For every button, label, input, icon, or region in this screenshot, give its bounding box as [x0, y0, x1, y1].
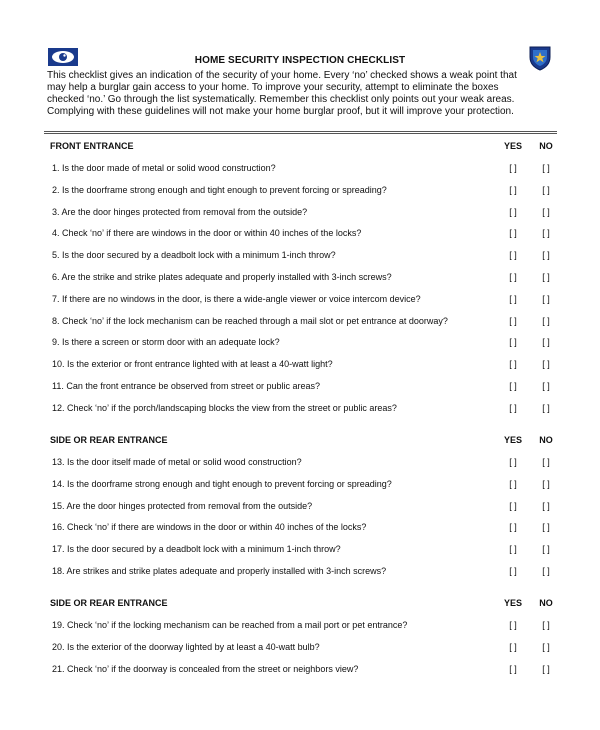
question-text: 10. Is the exterior or front entrance lighted with at least a 40-watt light? — [52, 359, 333, 370]
checklist-row — [0, 566, 600, 580]
question-text: 9. Is there a screen or storm door with an adequate lock? — [52, 337, 280, 348]
intro-line: checked ‘no.’ Go through the list systematically. Remember this checklist only points out your weak areas. — [47, 94, 515, 105]
question-text: 15. Are the door hinges protected from removal from the outside? — [52, 500, 313, 511]
checklist-row — [0, 479, 600, 493]
question-text: 2. Is the doorframe strong enough and tight enough to prevent forcing or spreading? — [52, 184, 387, 195]
yes-checkbox[interactable]: [ ] — [509, 184, 517, 195]
checklist-row — [0, 544, 600, 558]
no-checkbox[interactable]: [ ] — [542, 566, 550, 576]
question-text: 3. Are the door hinges protected from removal from the outside? — [52, 206, 308, 217]
section-heading: SIDE OR REAR ENTRANCE — [50, 598, 168, 608]
yes-checkbox[interactable]: [ ] — [509, 566, 517, 576]
yes-column-header: YES — [503, 598, 522, 608]
question-text: 4. Check ‘no’ if there are windows in the door or within 40 inches of the locks? — [52, 228, 362, 239]
checklist-row — [0, 403, 600, 417]
question-text: 8. Check ‘no’ if the lock mechanism can be reached through a mail slot or pet entrance at doorway? — [52, 315, 448, 326]
question-text: 14. Is the doorframe strong enough and tight enough to prevent forcing or spreading? — [52, 478, 392, 489]
yes-checkbox[interactable]: [ ] — [509, 500, 517, 511]
checklist-row — [0, 501, 600, 515]
checklist-row — [0, 185, 600, 199]
page-title: HOME SECURITY INSPECTION CHECKLIST — [194, 55, 406, 66]
yes-checkbox[interactable]: [ ] — [509, 250, 517, 261]
yes-checkbox[interactable]: [ ] — [509, 457, 517, 467]
question-text: 18. Are strikes and strike plates adequate and properly installed with 3-inch screws? — [52, 566, 387, 576]
no-checkbox[interactable]: [ ] — [542, 359, 550, 370]
yes-checkbox[interactable]: [ ] — [509, 522, 517, 533]
checklist-row — [0, 163, 600, 177]
yes-checkbox[interactable]: [ ] — [509, 402, 517, 413]
checklist-row — [0, 359, 600, 373]
no-column-header: NO — [539, 598, 553, 608]
intro-line: Complying with these guidelines will not make your home burglar proof, but it will improve your protection. — [47, 106, 514, 117]
no-checkbox[interactable]: [ ] — [542, 478, 550, 489]
intro-line: may help a burglar gain access to your home. To improve your security, attempt to eliminate the boxes — [47, 82, 499, 93]
no-checkbox[interactable]: [ ] — [542, 272, 550, 282]
no-checkbox[interactable]: [ ] — [542, 381, 550, 391]
question-text: 19. Check ‘no’ if the locking mechanism can be reached from a mail port or pet entrance? — [52, 620, 408, 630]
section-heading: SIDE OR REAR ENTRANCE — [50, 435, 168, 445]
police-shield-icon — [528, 45, 552, 71]
yes-checkbox[interactable]: [ ] — [509, 381, 517, 391]
question-text: 16. Check ‘no’ if there are windows in the door or within 40 inches of the locks? — [52, 522, 367, 533]
no-checkbox[interactable]: [ ] — [542, 163, 550, 173]
checklist-row — [0, 207, 600, 221]
checklist-row — [0, 250, 600, 264]
no-checkbox[interactable]: [ ] — [542, 620, 550, 630]
yes-checkbox[interactable]: [ ] — [509, 315, 517, 326]
checklist-row — [0, 337, 600, 351]
no-checkbox[interactable]: [ ] — [542, 184, 550, 195]
question-text: 6. Are the strike and strike plates adequate and properly installed with 3-inch screws? — [52, 272, 392, 282]
no-checkbox[interactable]: [ ] — [542, 402, 550, 413]
yes-checkbox[interactable]: [ ] — [509, 272, 517, 282]
no-checkbox[interactable]: [ ] — [542, 663, 550, 674]
no-checkbox[interactable]: [ ] — [542, 206, 550, 217]
question-text: 20. Is the exterior of the doorway lighted by at least a 40-watt bulb? — [52, 641, 320, 652]
yes-checkbox[interactable]: [ ] — [509, 163, 517, 173]
yes-column-header: YES — [503, 141, 522, 151]
checklist-row — [0, 381, 600, 395]
yes-checkbox[interactable]: [ ] — [509, 206, 517, 217]
yes-checkbox[interactable]: [ ] — [509, 663, 517, 674]
yes-checkbox[interactable]: [ ] — [509, 544, 517, 555]
header-divider — [44, 131, 557, 134]
checklist-row — [0, 664, 600, 678]
no-checkbox[interactable]: [ ] — [542, 544, 550, 555]
checklist-row — [0, 642, 600, 656]
question-text: 11. Can the front entrance be observed from street or public areas? — [52, 381, 320, 391]
no-checkbox[interactable]: [ ] — [542, 250, 550, 261]
yes-checkbox[interactable]: [ ] — [509, 641, 517, 652]
question-text: 1. Is the door made of metal or solid wood construction? — [52, 163, 276, 173]
intro-line: This checklist gives an indication of the security of your home. Every ‘no’ checked shows a weak point that — [47, 70, 517, 81]
section-heading: FRONT ENTRANCE — [50, 141, 134, 151]
checklist-row — [0, 316, 600, 330]
checklist-row — [0, 228, 600, 242]
question-text: 21. Check ‘no’ if the doorway is concealed from the street or neighbors view? — [52, 663, 359, 674]
checklist-row — [0, 522, 600, 536]
checklist-row — [0, 620, 600, 634]
yes-checkbox[interactable]: [ ] — [509, 337, 517, 348]
no-checkbox[interactable]: [ ] — [542, 457, 550, 467]
no-checkbox[interactable]: [ ] — [542, 500, 550, 511]
checklist-row — [0, 272, 600, 286]
no-column-header: NO — [539, 141, 553, 151]
question-text: 17. Is the door secured by a deadbolt lock with a minimum 1-inch throw? — [52, 544, 341, 555]
yes-checkbox[interactable]: [ ] — [509, 478, 517, 489]
checklist-row — [0, 457, 600, 471]
no-checkbox[interactable]: [ ] — [542, 641, 550, 652]
yes-checkbox[interactable]: [ ] — [509, 359, 517, 370]
no-checkbox[interactable]: [ ] — [542, 293, 550, 304]
no-checkbox[interactable]: [ ] — [542, 522, 550, 533]
yes-checkbox[interactable]: [ ] — [509, 228, 517, 239]
question-text: 7. If there are no windows in the door, is there a wide-angle viewer or voice intercom device? — [52, 293, 421, 304]
no-checkbox[interactable]: [ ] — [542, 228, 550, 239]
no-checkbox[interactable]: [ ] — [542, 337, 550, 348]
yes-column-header: YES — [503, 435, 522, 445]
yes-checkbox[interactable]: [ ] — [509, 293, 517, 304]
no-column-header: NO — [539, 435, 553, 445]
no-checkbox[interactable]: [ ] — [542, 315, 550, 326]
checklist-row — [0, 294, 600, 308]
question-text: 12. Check ‘no’ if the porch/landscaping blocks the view from the street or public areas? — [52, 402, 397, 413]
question-text: 5. Is the door secured by a deadbolt lock with a minimum 1-inch throw? — [52, 250, 336, 261]
question-text: 13. Is the door itself made of metal or solid wood construction? — [52, 457, 302, 467]
yes-checkbox[interactable]: [ ] — [509, 620, 517, 630]
intro-paragraph — [47, 70, 557, 118]
